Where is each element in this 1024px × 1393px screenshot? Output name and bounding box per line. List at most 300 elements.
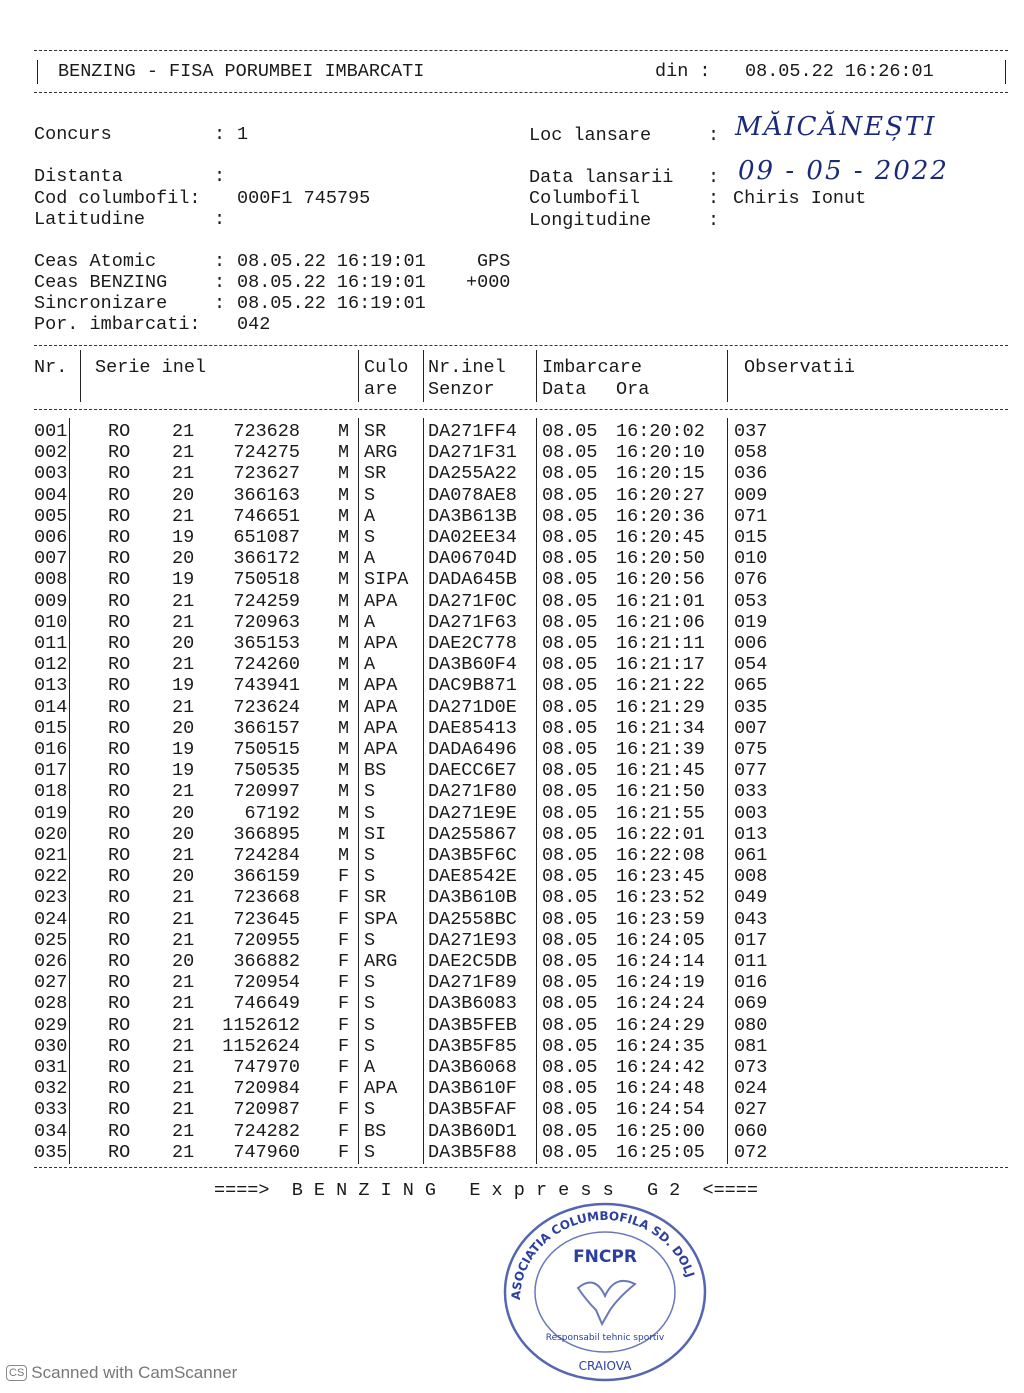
cell-color: S [364,527,376,548]
cell-sex: M [338,484,350,506]
cell-country: RO [108,951,131,972]
stamp-city-text: CRAIOVA [578,1359,632,1373]
table-row [0,1014,1024,1038]
cell-color: APA [364,590,398,612]
cod-columbofil-value: 000F1 745795 [237,188,371,209]
cell-obs: 033 [734,781,768,803]
cell-date: 08.05 [542,611,598,633]
table-row [0,1120,1024,1144]
cell-country: RO [108,1078,131,1100]
table-row [0,1035,1024,1059]
cell-nr: 013 [34,675,68,697]
divider [727,350,728,402]
cell-date: 08.05 [542,633,598,654]
cell-sex: F [338,1120,350,1142]
cell-sex: M [338,633,350,654]
cell-date: 08.05 [542,781,598,803]
cell-obs: 069 [734,993,768,1015]
print-datetime: 08.05.22 16:26:01 [745,61,934,82]
cell-sensor: DA078AE8 [428,484,517,506]
cell-sex: M [338,442,350,464]
cell-time: 16:24:48 [616,1078,705,1100]
cell-time: 16:20:02 [616,421,705,442]
loc-lansare-handwritten: MĂICĂNEȘTI [735,112,937,142]
cell-color: APA [364,675,398,697]
col-serie-inel: Serie inel [95,357,207,378]
cell-country: RO [108,611,131,633]
cell-nr: 007 [34,548,68,570]
cell-ring: 746651 [233,505,300,527]
stamp-fncpr: FNCPR [573,1247,637,1267]
cell-ring: 720997 [233,781,300,803]
cell-color: APA [364,633,398,654]
header-top-border [34,50,1008,51]
cell-ring: 651087 [233,527,300,548]
colon: : [708,125,720,146]
cell-time: 16:21:39 [616,739,705,760]
cell-color: S [364,1099,376,1121]
cell-color: ARG [364,951,398,972]
cell-year: 20 [172,951,195,972]
cell-nr: 032 [34,1078,68,1100]
cell-color: SR [364,421,387,442]
cell-ring: 365153 [233,633,300,654]
cell-time: 16:21:45 [616,760,705,782]
cell-nr: 005 [34,505,68,527]
cell-sex: M [338,845,350,866]
cell-time: 16:24:54 [616,1099,705,1121]
table-row [0,505,1024,529]
cell-sex: F [338,866,350,888]
cell-year: 21 [172,611,195,633]
cell-obs: 011 [734,951,768,972]
cell-sex: M [338,717,350,739]
concurs-label: Concurs [34,124,112,145]
cell-color: APA [364,739,398,760]
cell-sensor: DA3B5F6C [428,845,517,866]
cell-ring: 750518 [233,569,300,591]
table-row [0,1101,1024,1122]
cell-sensor: DADA645B [428,569,517,591]
col-ora: Ora [616,379,650,400]
table-row [0,550,1024,571]
cell-sensor: DA3B6068 [428,1057,517,1078]
cell-nr: 022 [34,866,68,888]
cell-ring: 366157 [233,717,300,739]
cell-color: S [364,972,376,994]
cell-ring: 743941 [233,675,300,697]
cell-sex: F [338,1141,350,1163]
col-nr-inel: Nr.inel [428,357,506,378]
cell-sensor: DA2558BC [428,908,517,930]
cell-date: 08.05 [542,463,598,485]
cell-ring: 366163 [233,484,300,506]
cell-obs: 024 [734,1078,768,1100]
cell-sex: M [338,760,350,782]
cell-color: A [364,654,376,676]
distanta-label: Distanta [34,166,123,187]
cell-country: RO [108,739,131,760]
table-row [0,696,1024,720]
cell-ring: 724275 [233,442,300,464]
table-row [0,484,1024,508]
cell-sex: F [338,929,350,951]
cell-nr: 033 [34,1099,68,1121]
cell-color: APA [364,717,398,739]
cell-time: 16:22:08 [616,845,705,866]
cell-sex: M [338,590,350,612]
cell-ring: 746649 [233,993,300,1015]
cell-sex: F [338,908,350,930]
table-row [0,783,1024,804]
cell-sensor: DA271F31 [428,442,517,464]
cell-nr: 002 [34,442,68,464]
cell-color: S [364,1035,376,1057]
cell-time: 16:21:06 [616,611,705,633]
cell-time: 16:20:27 [616,484,705,506]
table-row [0,635,1024,656]
cell-time: 16:20:10 [616,442,705,464]
cell-ring: 1152624 [222,1035,300,1057]
cell-date: 08.05 [542,696,598,718]
cell-country: RO [108,505,131,527]
divider [423,418,424,1164]
longitudine-label: Longitudine [529,210,652,231]
colon: : [214,166,226,187]
cell-time: 16:20:36 [616,505,705,527]
cell-country: RO [108,972,131,994]
cell-country: RO [108,1120,131,1142]
cell-sex: F [338,1099,350,1121]
table-top-border [34,345,1008,346]
columbofil-label: Columbofil [529,188,641,209]
cell-sensor: DA3B5F85 [428,1035,517,1057]
cell-year: 19 [172,739,195,760]
cell-nr: 015 [34,717,68,739]
cell-sex: M [338,781,350,803]
cell-sex: M [338,548,350,570]
cell-ring: 366172 [233,548,300,570]
cell-country: RO [108,633,131,654]
table-row [0,995,1024,1016]
fncpr-stamp [500,1200,710,1385]
cell-time: 16:20:45 [616,527,705,548]
cell-country: RO [108,421,131,442]
latitudine-label: Latitudine [34,209,146,230]
table-row [0,656,1024,677]
cell-obs: 075 [734,739,768,760]
cell-date: 08.05 [542,717,598,739]
cell-nr: 025 [34,929,68,951]
divider [727,418,728,1164]
cell-time: 16:24:24 [616,993,705,1015]
cell-color: S [364,866,376,888]
cell-color: A [364,1057,376,1078]
cell-sex: M [338,654,350,676]
cell-year: 21 [172,654,195,676]
cell-year: 20 [172,717,195,739]
cell-year: 20 [172,802,195,824]
cod-columbofil-label: Cod columbofil: [34,188,201,209]
cell-country: RO [108,590,131,612]
cell-time: 16:25:00 [616,1120,705,1142]
cell-nr: 001 [34,421,68,442]
cell-year: 21 [172,442,195,464]
colon: : [214,209,226,230]
col-senzor: Senzor [428,379,495,400]
cell-obs: 010 [734,548,768,570]
cell-year: 21 [172,781,195,803]
cell-color: S [364,1141,376,1163]
cell-country: RO [108,569,131,591]
cell-ring: 366159 [233,866,300,888]
cell-date: 08.05 [542,569,598,591]
cell-ring: 1152612 [222,1014,300,1036]
cell-date: 08.05 [542,421,598,442]
cell-country: RO [108,781,131,803]
data-lansarii-handwritten: 09 - 05 - 2022 [738,156,949,186]
cell-time: 16:24:14 [616,951,705,972]
cell-country: RO [108,675,131,697]
cell-date: 08.05 [542,654,598,676]
cell-obs: 017 [734,929,768,951]
cell-color: SPA [364,908,398,930]
cell-year: 21 [172,1099,195,1121]
cell-obs: 072 [734,1141,768,1163]
cell-color: A [364,505,376,527]
por-imbarcati-value: 042 [237,314,271,335]
cell-time: 16:21:17 [616,654,705,676]
table-row [0,444,1024,465]
cell-sensor: DAECC6E7 [428,760,517,782]
table-row [0,868,1024,889]
cell-date: 08.05 [542,484,598,506]
cell-sensor: DA271E9E [428,802,517,824]
cell-sensor: DA255867 [428,823,517,845]
cell-sex: F [338,1078,350,1100]
cell-date: 08.05 [542,972,598,994]
cell-year: 21 [172,1035,195,1057]
cell-obs: 076 [734,569,768,591]
divider [69,418,70,1164]
cell-nr: 014 [34,696,68,718]
cell-time: 16:24:35 [616,1035,705,1057]
cell-sensor: DA3B60D1 [428,1120,517,1142]
cell-obs: 065 [734,675,768,697]
cell-sensor: DAE2C778 [428,633,517,654]
cell-year: 19 [172,675,195,697]
col-data: Data [542,379,587,400]
cell-color: SR [364,463,387,485]
cell-year: 21 [172,1014,195,1036]
cell-sex: M [338,823,350,845]
cell-obs: 015 [734,527,768,548]
cell-time: 16:24:42 [616,1057,705,1078]
cell-time: 16:25:05 [616,1141,705,1163]
cell-year: 21 [172,908,195,930]
cell-time: 16:21:22 [616,675,705,697]
cell-nr: 008 [34,569,68,591]
colon: : [214,251,226,272]
table-header-border [34,409,1008,410]
cell-obs: 060 [734,1120,768,1142]
cell-time: 16:20:50 [616,548,705,570]
cell-year: 20 [172,484,195,506]
cell-sex: M [338,569,350,591]
cell-country: RO [108,717,131,739]
cell-time: 16:24:05 [616,929,705,951]
cell-nr: 011 [34,633,68,654]
cell-sensor: DA3B5FAF [428,1099,517,1121]
cell-obs: 006 [734,633,768,654]
cell-color: SIPA [364,569,409,591]
cell-sensor: DA271D0E [428,696,517,718]
cell-sex: F [338,951,350,972]
cell-nr: 031 [34,1057,68,1078]
table-row [0,823,1024,847]
cell-nr: 018 [34,781,68,803]
cell-sex: M [338,739,350,760]
cell-time: 16:21:50 [616,781,705,803]
cell-time: 16:24:19 [616,972,705,994]
cell-country: RO [108,845,131,866]
cell-ring: 724284 [233,845,300,866]
cell-year: 19 [172,760,195,782]
cell-time: 16:20:15 [616,463,705,485]
cell-date: 08.05 [542,1035,598,1057]
cell-sensor: DA271FF4 [428,421,517,442]
cell-sex: M [338,505,350,527]
camscanner-logo-icon: CS [6,1365,27,1381]
cell-sensor: DA271F63 [428,611,517,633]
col-observatii: Observatii [744,357,856,378]
cell-ring: 723668 [233,887,300,909]
cell-sensor: DA3B610B [428,887,517,909]
cell-ring: 366882 [233,951,300,972]
cell-date: 08.05 [542,675,598,697]
cell-year: 21 [172,887,195,909]
cell-nr: 012 [34,654,68,676]
cell-ring: 720987 [233,1099,300,1121]
cell-year: 20 [172,866,195,888]
cell-date: 08.05 [542,760,598,782]
cell-date: 08.05 [542,908,598,930]
cell-time: 16:21:34 [616,717,705,739]
pigeon-icon [578,1281,635,1324]
cell-sensor: DA06704D [428,548,517,570]
cell-time: 16:21:29 [616,696,705,718]
cell-sensor: DAE8542E [428,866,517,888]
camscanner-watermark [6,1363,237,1383]
cell-ring: 723645 [233,908,300,930]
table-row [0,974,1024,995]
cell-country: RO [108,760,131,782]
cell-ring: 67192 [244,802,300,824]
cell-country: RO [108,1057,131,1078]
cell-year: 21 [172,590,195,612]
cell-ring: 724282 [233,1120,300,1142]
col-culoare-2: are [364,379,398,400]
por-imbarcati-label: Por. imbarcati: [34,314,201,335]
cell-obs: 081 [734,1035,768,1057]
concurs-value: 1 [237,124,249,145]
cell-sensor: DA3B5F88 [428,1141,517,1163]
stamp-sub-text: Responsabil tehnic sportiv [545,1333,665,1343]
cell-ring: 720984 [233,1078,300,1100]
cell-color: S [364,1014,376,1036]
cell-ring: 750535 [233,760,300,782]
cell-year: 21 [172,845,195,866]
cell-obs: 009 [734,484,768,506]
cell-date: 08.05 [542,951,598,972]
cell-year: 20 [172,823,195,845]
cell-obs: 073 [734,1057,768,1078]
cell-nr: 010 [34,611,68,633]
cell-sex: F [338,1035,350,1057]
divider [80,350,81,402]
cell-sensor: DA271F80 [428,781,517,803]
table-row [0,929,1024,953]
cell-obs: 035 [734,696,768,718]
cell-time: 16:21:11 [616,633,705,654]
cell-ring: 723628 [233,421,300,442]
cell-country: RO [108,1014,131,1036]
cell-color: ARG [364,442,398,464]
colon: : [708,167,720,188]
cell-country: RO [108,866,131,888]
cell-nr: 004 [34,484,68,506]
cell-country: RO [108,908,131,930]
cell-date: 08.05 [542,823,598,845]
cell-year: 21 [172,505,195,527]
cell-color: A [364,611,376,633]
cell-country: RO [108,442,131,464]
cell-date: 08.05 [542,739,598,760]
cell-sensor: DA02EE34 [428,527,517,548]
cell-obs: 043 [734,908,768,930]
cell-obs: 037 [734,421,768,442]
cell-color: SR [364,887,387,909]
cell-sex: M [338,421,350,442]
cell-obs: 061 [734,845,768,866]
cell-time: 16:22:01 [616,823,705,845]
cell-time: 16:21:55 [616,802,705,824]
cell-sex: M [338,527,350,548]
cell-obs: 058 [734,442,768,464]
cell-country: RO [108,1035,131,1057]
cell-country: RO [108,1141,131,1163]
header-left-border [37,60,38,84]
cell-obs: 071 [734,505,768,527]
cell-obs: 077 [734,760,768,782]
cell-color: APA [364,1078,398,1100]
data-lansarii-label: Data lansarii [529,167,674,188]
cell-year: 21 [172,463,195,485]
cell-date: 08.05 [542,442,598,464]
cell-ring: 366895 [233,823,300,845]
divider [423,350,424,402]
sincronizare-value: 08.05.22 16:19:01 [237,293,426,314]
cell-color: S [364,929,376,951]
cell-ring: 720955 [233,929,300,951]
cell-nr: 035 [34,1141,68,1163]
cell-ring: 720954 [233,972,300,994]
cell-country: RO [108,548,131,570]
cell-sex: M [338,675,350,697]
cell-time: 16:20:56 [616,569,705,591]
cell-sex: F [338,887,350,909]
cell-nr: 019 [34,802,68,824]
